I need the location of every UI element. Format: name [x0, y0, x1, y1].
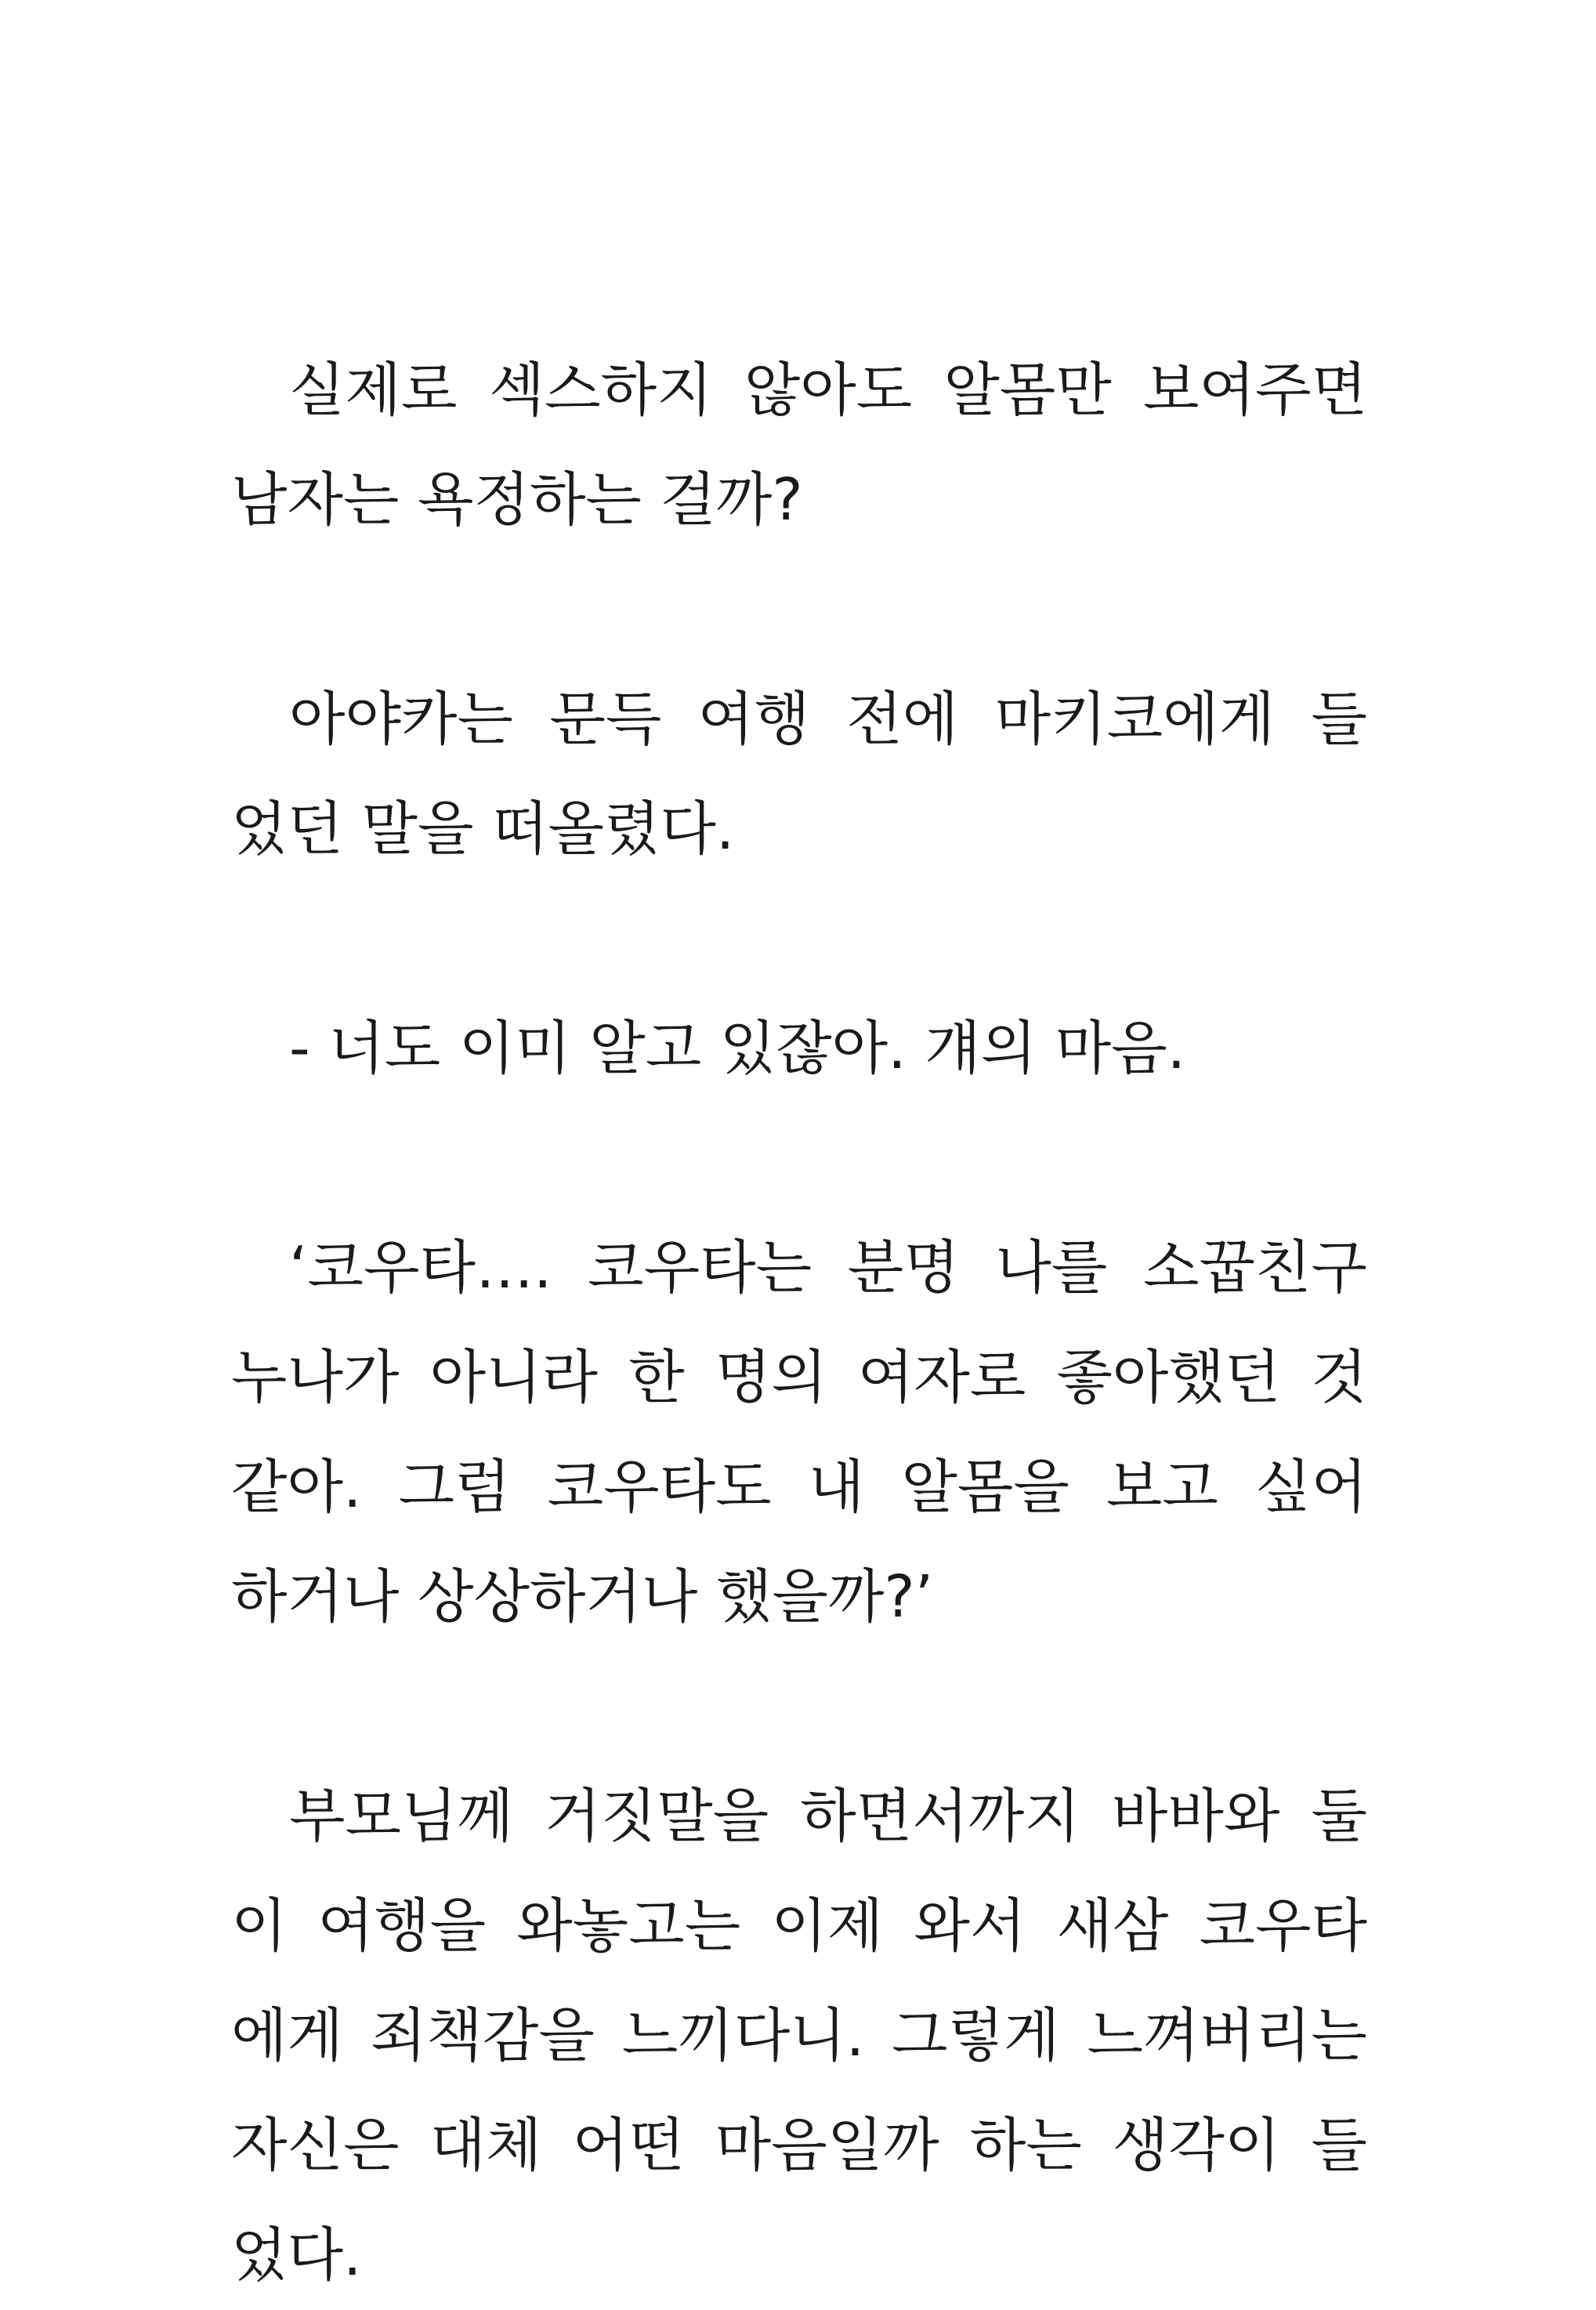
- paragraph-line: 아야카는 문득 여행 전에 마키코에게 들: [289, 686, 1367, 753]
- paragraph-3: [231, 994, 1367, 1103]
- paragraph-line: 하거나 상상하거나 했을까?’: [231, 1563, 934, 1631]
- paragraph-line: 었다.: [231, 2221, 362, 2289]
- paragraph-spacer: [231, 1103, 1367, 1213]
- paragraph-5: [231, 1761, 1367, 2310]
- paragraph-line: 이 여행을 와놓고는 이제 와서 새삼 코우타: [231, 1892, 1367, 1960]
- paragraph-line: 었던 말을 떠올렸다.: [231, 795, 735, 863]
- paragraph-line: 실제로 섹스하지 않아도 알몸만 보여주면: [289, 357, 1367, 424]
- paragraph-line: - 너도 이미 알고 있잖아. 걔의 마음.: [289, 1015, 1186, 1082]
- paragraph-spacer: [231, 1652, 1367, 1761]
- body-text: [231, 335, 1367, 2310]
- paragraph-4: [231, 1213, 1367, 1652]
- paragraph-spacer: [231, 884, 1367, 994]
- paragraph-spacer: [231, 555, 1367, 664]
- paragraph-2: [231, 664, 1367, 884]
- paragraph-line: 남자는 욕정하는 걸까?: [231, 466, 803, 534]
- paragraph-line: 자신은 대체 어떤 마음일까 하는 생각이 들: [231, 2112, 1367, 2179]
- paragraph-line: 부모님께 거짓말을 하면서까지 바바와 둘: [289, 1783, 1367, 1850]
- paragraph-line: 같아. 그럼 코우타도 내 알몸을 보고 싶어: [231, 1454, 1367, 1521]
- paragraph-line: 에게 죄책감을 느끼다니. 그렇게 느껴버리는: [231, 2002, 1367, 2069]
- paragraph-line: ‘코우타…. 코우타는 분명 나를 소꿉친구: [289, 1234, 1367, 1302]
- paragraph-line: 누나가 아니라 한 명의 여자로 좋아했던 것: [231, 1344, 1367, 1411]
- paragraph-1: [231, 335, 1367, 555]
